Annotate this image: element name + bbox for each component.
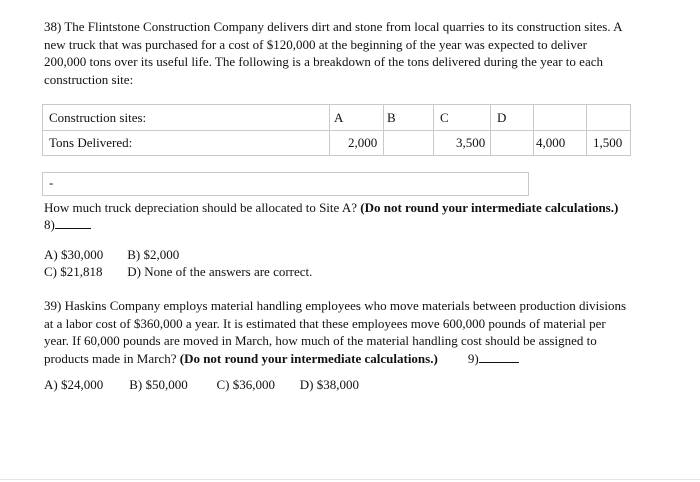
table-divider bbox=[586, 105, 587, 155]
site-c-header: C bbox=[440, 110, 449, 125]
tons-delivered-table bbox=[42, 104, 631, 156]
q39-line-1: 39) Haskins Company employs material handling employees who move materials between production divisions bbox=[44, 298, 626, 313]
tons-site-c: 4,000 bbox=[536, 135, 566, 150]
q39-line-3: year. If 60,000 pounds are moved in March, how much of the material handling cost should be assigned to bbox=[44, 333, 597, 348]
site-b-header: B bbox=[387, 110, 396, 125]
q39-question-text: products made in March? bbox=[44, 350, 180, 366]
question-38-text bbox=[44, 18, 654, 88]
table-divider bbox=[533, 105, 534, 155]
answer-dash: - bbox=[49, 175, 54, 190]
tons-site-a: 2,000 bbox=[348, 135, 378, 150]
q38-number: 8) bbox=[44, 217, 55, 232]
q39-choices bbox=[44, 376, 359, 393]
q39-line-4 bbox=[44, 350, 664, 368]
q39-choice-b: B) $50,000 bbox=[129, 377, 188, 392]
table-divider bbox=[383, 105, 384, 155]
q38-line-3: 200,000 tons over its useful life. The following is a breakdown of the tons delivered during the year to each bbox=[44, 54, 603, 69]
q38-choices bbox=[44, 246, 312, 280]
q39-choice-a: A) $24,000 bbox=[44, 377, 104, 392]
tons-delivered-label: Tons Delivered: bbox=[49, 135, 133, 150]
table-divider bbox=[490, 105, 491, 155]
table-row-tons bbox=[43, 130, 630, 155]
q39-number: 9) bbox=[467, 350, 479, 366]
q38-line-2: new truck that was purchased for a cost of $120,000 at the beginning of the year was expected to deliver bbox=[44, 36, 587, 52]
q38-question-bold: (Do not round your intermediate calculations.) bbox=[360, 200, 619, 215]
answer-input-box[interactable] bbox=[42, 172, 529, 196]
q39-choice-c: C) $36,000 bbox=[216, 377, 275, 392]
question-38-prompt bbox=[44, 199, 664, 233]
bottom-divider bbox=[0, 479, 700, 480]
q38-choice-d: D) None of the answers are correct. bbox=[127, 264, 313, 279]
q39-choice-d: D) $38,000 bbox=[299, 377, 359, 392]
q38-choice-b: B) $2,000 bbox=[127, 247, 180, 262]
q38-choice-a: A) $30,000 bbox=[44, 247, 104, 262]
q38-question-text: How much truck depreciation should be allocated to Site A? bbox=[44, 200, 361, 215]
tons-site-b: 3,500 bbox=[456, 135, 486, 150]
tons-site-d: 1,500 bbox=[593, 135, 623, 150]
site-d-header: D bbox=[497, 110, 507, 125]
construction-sites-label: Construction sites: bbox=[49, 110, 147, 125]
site-a-header: A bbox=[334, 110, 344, 125]
answer-blank-line bbox=[55, 218, 91, 229]
table-row-sites bbox=[43, 105, 630, 131]
answer-blank-line bbox=[479, 352, 519, 363]
q38-line-1: 38) The Flintstone Construction Company delivers dirt and stone from local quarries to its construction sites. A bbox=[44, 19, 623, 34]
q39-line-2: at a labor cost of $360,000 a year. It is estimated that these employees move 600,000 pounds of material per bbox=[44, 315, 606, 331]
q39-question-bold: (Do not round your intermediate calculations.) bbox=[179, 350, 438, 366]
q38-line-4: construction site: bbox=[44, 71, 134, 87]
q38-choice-c: C) $21,818 bbox=[44, 264, 103, 279]
question-39-text bbox=[44, 297, 664, 367]
table-divider bbox=[433, 105, 434, 155]
table-divider bbox=[329, 105, 330, 155]
